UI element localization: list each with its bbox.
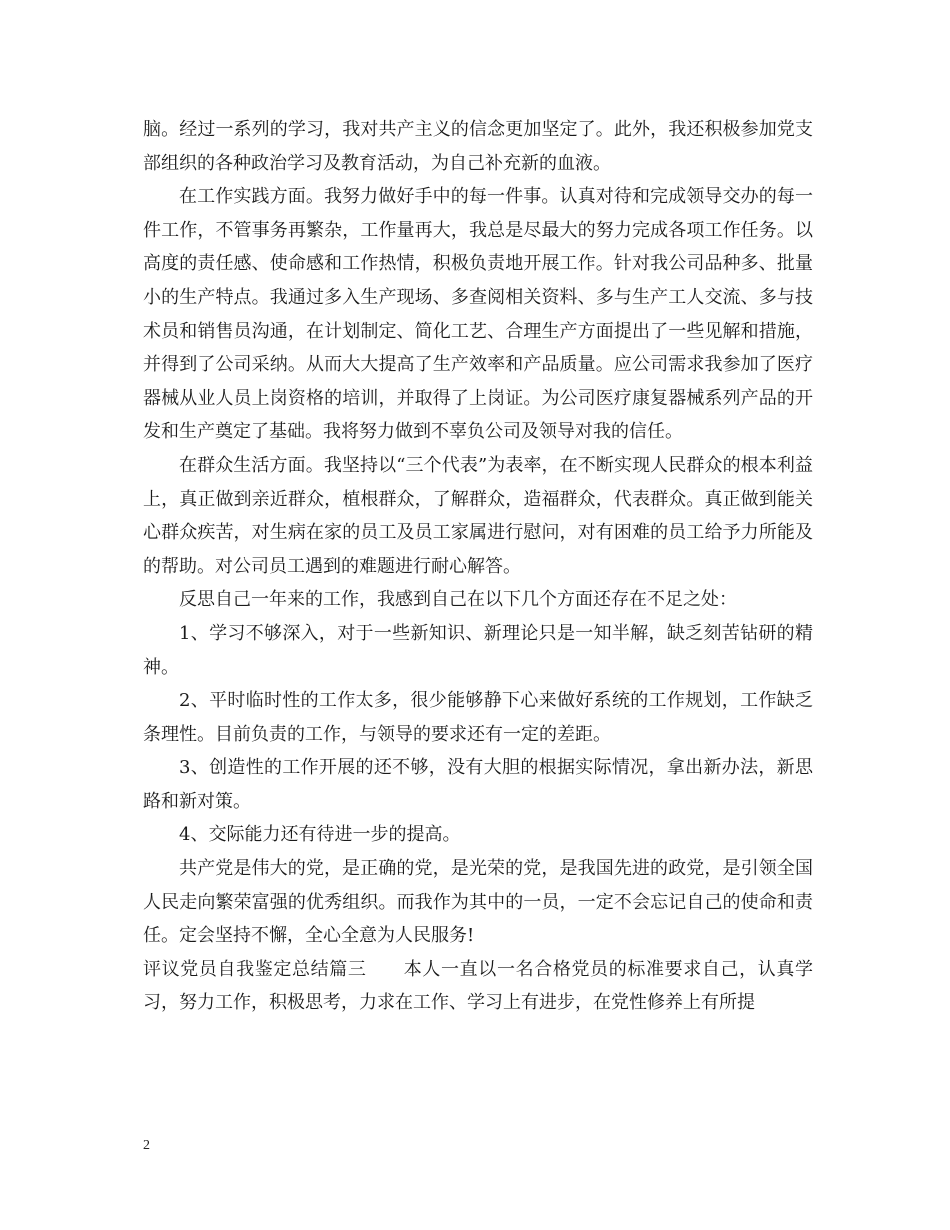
paragraph-work-practice: 在工作实践方面。我努力做好手中的每一件事。认真对待和完成领导交办的每一件工作，不管事务再繁杂，工作量再大，我总是尽最大的努力完成各项工作任务。以高度的责任感、使命感和工作热情，积极负责地开展工作。针对我公司品种多、批量小的生产特点。我通过多入生产现场、多查阅相关资料、多与生产工人交流、多与技术员和销售员沟通，在计划制定、简化工艺、合理生产方面提出了一些见解和措施，并得到了公司采纳。从而大大提高了生产效率和产品质量。应公司需求我参加了医疗器械从业人员上岗资格的培训，并取得了上岗证。为公司医疗康复器械系列产品的开发和生产奠定了基础。我将努力做到不辜负公司及领导对我的信任。 [143,186,813,443]
paragraph-reflection: 反思自己一年来的工作，我感到自己在以下几个方面还存在不足之处： [179,589,737,611]
paragraph-shortcoming-3: 3、创造性的工作开展的还不够，没有大胆的根据实际情况，拿出新办法，新思路和新对策。 [143,757,813,812]
paragraph-conclusion: 共产党是伟大的党，是正确的党，是光荣的党，是我国先进的政党，是引领全国人民走向繁荣富强的优秀组织。而我作为其中的一员，一定不会忘记自己的使命和责任。定会坚持不懈，全心全意为人民服务! [143,858,813,947]
paragraph-mass-life: 在群众生活方面。我坚持以“三个代表”为表率，在不断实现人民群众的根本利益上，真正做到亲近群众，植根群众，了解群众，造福群众，代表群众。真正做到能关心群众疾苦，对生病在家的员工及员工家属进行慰问，对有困难的员工给予力所能及的帮助。对公司员工遇到的难题进行耐心解答。 [143,454,813,577]
paragraph-intro-continuation: 脑。经过一系列的学习，我对共产主义的信念更加坚定了。此外，我还积极参加党支部组织的各种政治学习及教育活动，为自己补充新的血液。 [143,119,813,174]
paragraph-section-three: 评议党员自我鉴定总结篇三 本人一直以一名合格党员的标准要求自己，认真学习，努力工作，积极思考，力求在工作、学习上有进步，在党性修养上有所提 [143,958,813,1014]
paragraph-shortcoming-4: 4、交际能力还有待进一步的提高。 [179,824,461,846]
document-body [143,113,813,1020]
paragraph-shortcoming-1: 1、学习不够深入，对于一些新知识、新理论只是一知半解，缺乏刻苦钻研的精神。 [143,622,813,678]
paragraph-shortcoming-2: 2、平时临时性的工作太多，很少能够静下心来做好系统的工作规划，工作缺乏条理性。目前负责的工作，与领导的要求还有一定的差距。 [143,690,813,745]
page-number: 2 [143,1138,150,1153]
